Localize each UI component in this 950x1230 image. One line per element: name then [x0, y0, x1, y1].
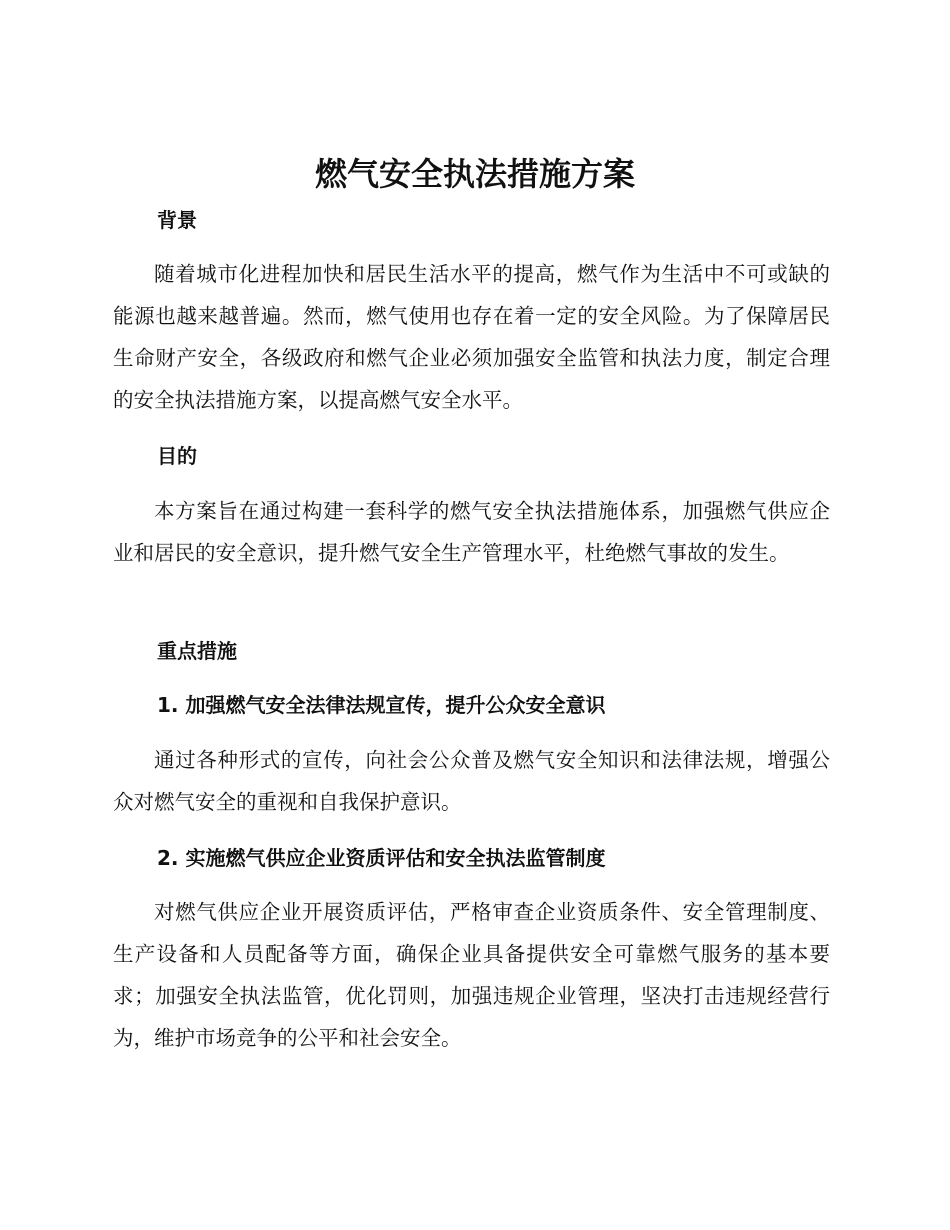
- section-heading-key-measures: 重点措施: [157, 639, 237, 663]
- measure-heading-1: 1. 加强燃气安全法律法规宣传，提升公众安全意识: [157, 693, 606, 717]
- section-heading-background: 背景: [157, 208, 197, 232]
- paragraph-purpose: 本方案旨在通过构建一套科学的燃气安全执法措施体系，加强燃气供应企业和居民的安全意识，提升燃气安全生产管理水平，杜绝燃气事故的发生。: [113, 499, 830, 565]
- section-heading-purpose: 目的: [157, 444, 197, 468]
- measure-heading-2: 2. 实施燃气供应企业资质评估和安全执法监管制度: [157, 846, 606, 870]
- paragraph-background: 随着城市化进程加快和居民生活水平的提高，燃气作为生活中不可或缺的能源也越来越普遍。然而，燃气使用也存在着一定的安全风险。为了保障居民生命财产安全，各级政府和燃气企业必须加强安全监管和执法力度，制定合理的安全执法措施方案，以提高燃气安全水平。: [113, 262, 830, 412]
- document-title: 燃气安全执法措施方案: [314, 155, 635, 193]
- paragraph-measure-1: 通过各种形式的宣传，向社会公众普及燃气安全知识和法律法规，增强公众对燃气安全的重视和自我保护意识。: [113, 748, 830, 814]
- paragraph-measure-2: 对燃气供应企业开展资质评估，严格审查企业资质条件、安全管理制度、生产设备和人员配备等方面，确保企业具备提供安全可靠燃气服务的基本要求；加强安全执法监管，优化罚则，加强违规企业管理，坚决打击违规经营行为，维护市场竞争的公平和社会安全。: [113, 900, 830, 1050]
